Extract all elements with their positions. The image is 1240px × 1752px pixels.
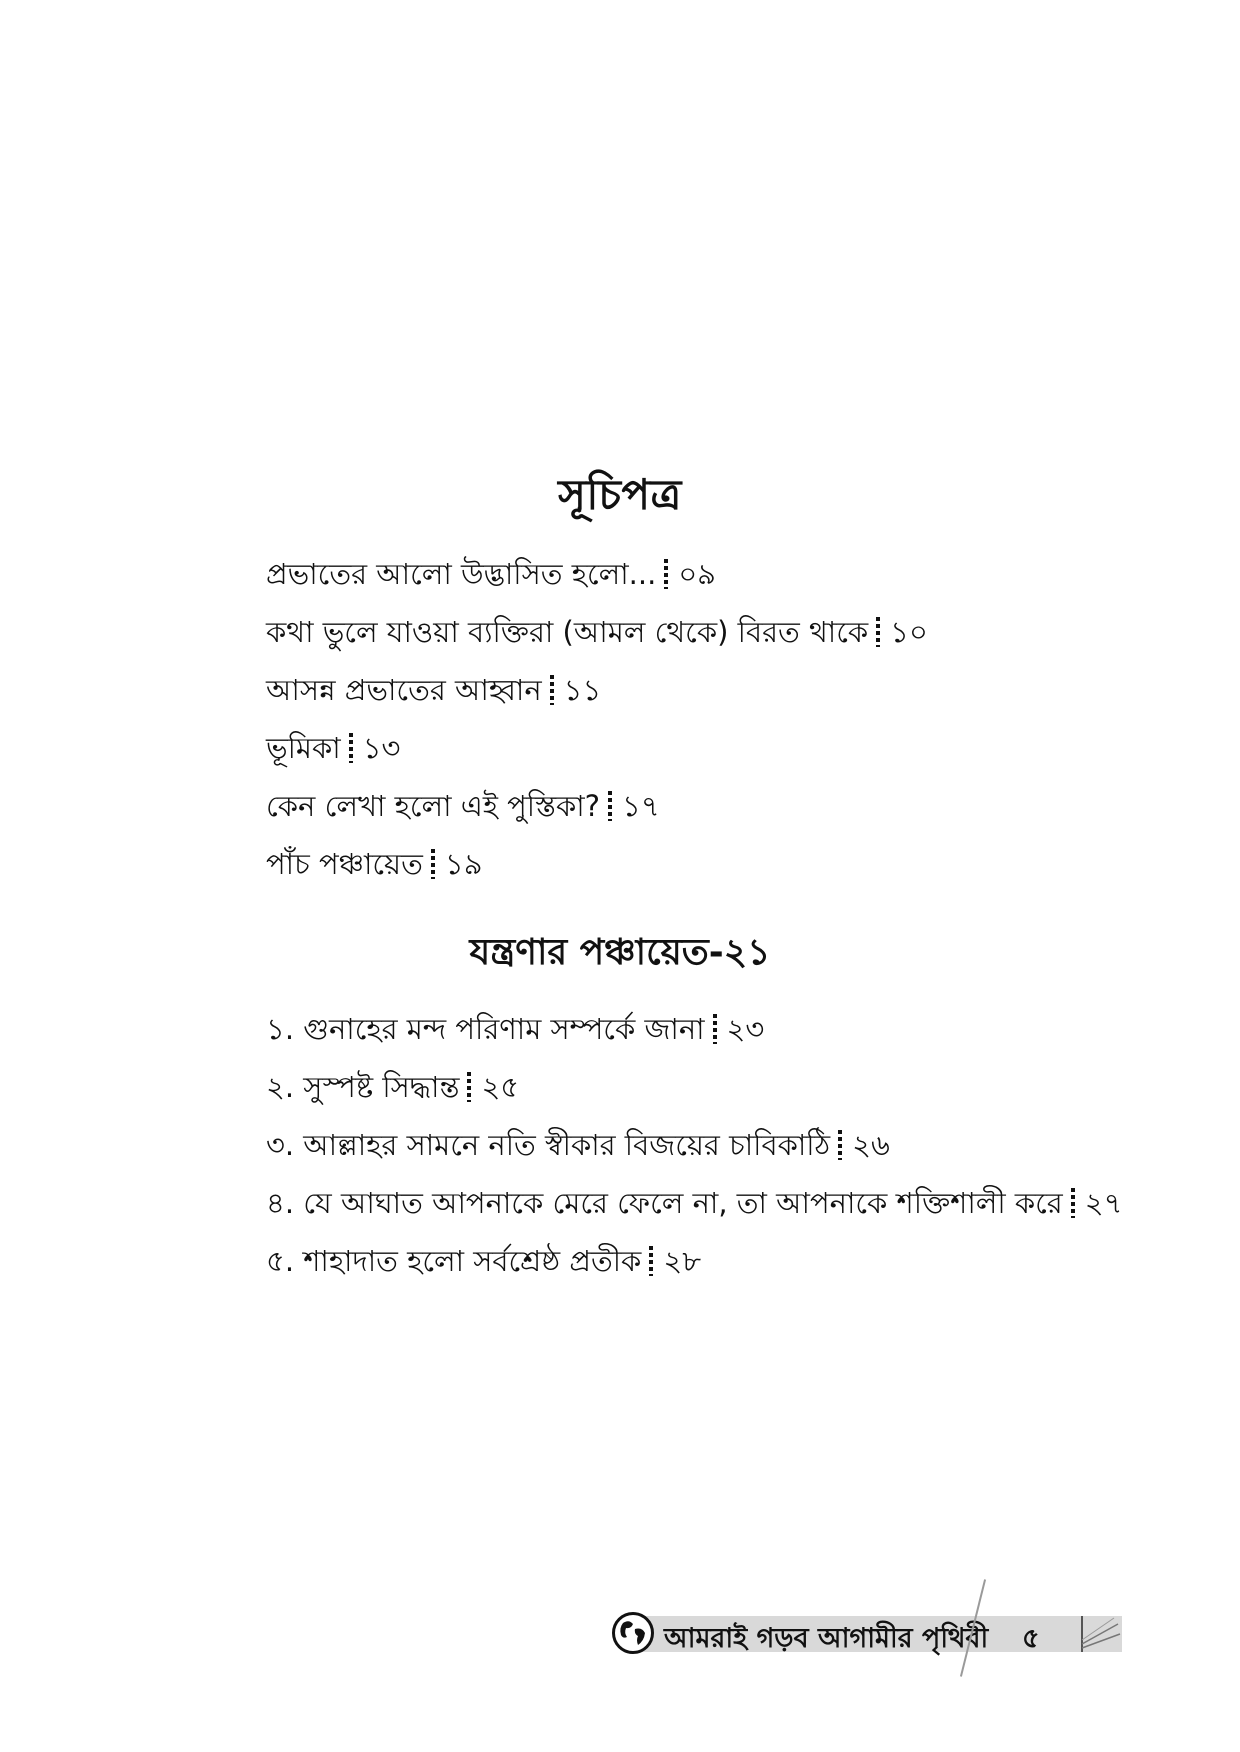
toc-entry xyxy=(266,545,928,603)
toc-entry-text: কেন লেখা হলো এই পুস্তিকা? xyxy=(266,789,601,823)
dotted-separator xyxy=(713,1014,717,1044)
section-entry-page: ২৫ xyxy=(481,1070,520,1104)
toc-entry-text: আসন্ন প্রভাতের আহ্বান xyxy=(266,673,542,707)
section-entry-text: ৪. যে আঘাত আপনাকে মেরে ফেলে না, তা আপনাকে শক্তিশালী করে xyxy=(266,1186,1063,1220)
dotted-separator xyxy=(608,791,612,821)
section-entry xyxy=(266,1116,1122,1174)
toc-list xyxy=(266,545,928,893)
toc-entry xyxy=(266,603,928,661)
toc-entry-page: ১৩ xyxy=(362,731,401,765)
dotted-separator xyxy=(838,1130,842,1160)
section-list xyxy=(266,1000,1122,1290)
footer-book-title: আমরাই গড়ব আগামীর পৃথিবী xyxy=(664,1623,989,1654)
dotted-separator xyxy=(649,1246,653,1276)
dotted-separator xyxy=(664,559,668,589)
toc-entry-page: ১০ xyxy=(890,615,928,649)
toc-entry-text: পাঁচ পঞ্চায়েত xyxy=(266,847,423,881)
globe-icon xyxy=(612,1612,654,1654)
section-entry xyxy=(266,1232,1122,1290)
section-entry-page: ২৬ xyxy=(852,1128,890,1162)
dotted-separator xyxy=(467,1072,471,1102)
toc-entry-text: ভূমিকা xyxy=(266,731,341,765)
section-entry-page: ২৮ xyxy=(663,1244,702,1278)
section-entry-text: ৩. আল্লাহর সামনে নতি স্বীকার বিজয়ের চাবিকাঠি xyxy=(266,1128,831,1162)
page-number: ৫ xyxy=(1022,1623,1040,1654)
dotted-separator xyxy=(876,617,880,647)
section-entry xyxy=(266,1000,1122,1058)
section-entry-text: ১. গুনাহের মন্দ পরিণাম সম্পর্কে জানা xyxy=(266,1012,705,1046)
section-entry-page: ২৩ xyxy=(726,1012,765,1046)
section-entry-text: ২. সুস্পষ্ট সিদ্ধান্ত xyxy=(266,1070,460,1104)
toc-entry xyxy=(266,835,928,893)
toc-entry-page: ১৭ xyxy=(622,789,660,823)
toc-entry xyxy=(266,719,928,777)
section-title: যন্ত্রণার পঞ্চায়েত-২১ xyxy=(469,932,771,973)
page-footer xyxy=(612,1612,1122,1656)
toc-entry-text: প্রভাতের আলো উদ্ভাসিত হলো... xyxy=(266,557,657,591)
toc-entry xyxy=(266,777,928,835)
dotted-separator xyxy=(431,849,435,879)
dotted-separator xyxy=(1071,1188,1075,1218)
toc-entry-page: ১৯ xyxy=(444,847,483,881)
dotted-separator xyxy=(349,733,353,763)
section-entry xyxy=(266,1058,1122,1116)
section-entry-text: ৫. শাহাদাত হলো সর্বশ্রেষ্ঠ প্রতীক xyxy=(266,1244,642,1278)
section-entry-page: ২৭ xyxy=(1084,1186,1123,1220)
corner-ornament xyxy=(1078,1614,1122,1654)
toc-title: সূচিপত্র xyxy=(558,470,682,519)
toc-entry-page: ০৯ xyxy=(678,557,716,591)
toc-entry xyxy=(266,661,928,719)
toc-entry-text: কথা ভুলে যাওয়া ব্যক্তিরা (আমল থেকে) বিরত থাকে xyxy=(266,615,869,649)
section-entry xyxy=(266,1174,1122,1232)
dotted-separator xyxy=(550,675,554,705)
toc-entry-page: ১১ xyxy=(563,673,602,707)
